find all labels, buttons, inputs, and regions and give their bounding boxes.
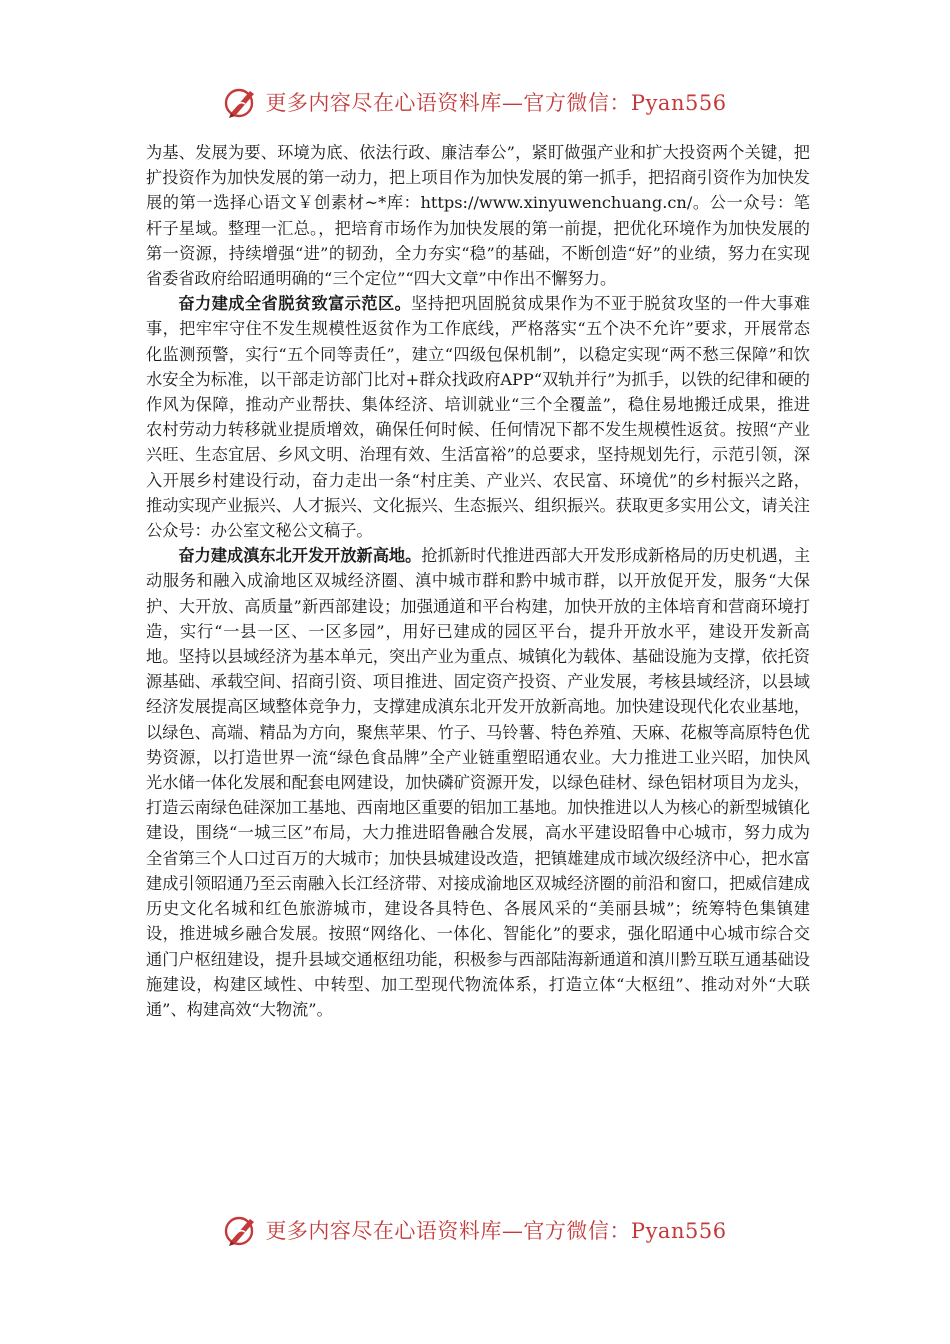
pen-circle-logo-icon bbox=[223, 1213, 259, 1247]
header-banner bbox=[0, 82, 950, 122]
paragraph-3 bbox=[146, 543, 810, 1022]
header-banner-text: 更多内容尽在心语资料库—官方微信：Pyan556 bbox=[265, 91, 727, 115]
paragraph-1 bbox=[146, 140, 810, 291]
paragraph-2 bbox=[146, 291, 810, 543]
pen-circle-logo-icon bbox=[223, 85, 259, 119]
paragraph-2-text: 坚持把巩固脱贫成果作为不亚于脱贫攻坚的一件大事难事，把牢牢守住不发生规模性返贫作为工作底线，严格落实“五个决不允许”要求，开展常态化监测预警，实行“五个同等责任”，建立“四级包保机制”，以稳定实现“两不愁三保障”和饮水安全为标准，以干部走访部门比对+群众找政府APP“双轨并行”为抓手，以铁的纪律和硬的作风为保障，推动产业帮扶、集体经济、培训就业“三个全覆盖”，稳住易地搬迁成果，推进农村劳动力转移就业提质增效，确保任何时候、任何情况下都不发生规模性返贫。按照“产业兴旺、生态宜居、乡风文明、治理有效、生活富裕”的总要求，坚持规划先行，示范引领，深入开展乡村建设行动，奋力走出一条“村庄美、产业兴、农民富、环境优”的乡村振兴之路，推动实现产业振兴、人才振兴、文化振兴、生态振兴、组织振兴。获取更多实用公文，请关注公众号：办公室文秘公文稿子。 bbox=[146, 294, 811, 541]
footer-banner bbox=[0, 1210, 950, 1250]
document-body bbox=[146, 140, 810, 1022]
paragraph-1-text: 为基、发展为要、环境为底、依法行政、廉洁奉公”，紧盯做强产业和扩大投资两个关键，把扩投资作为加快发展的第一动力，把上项目作为加快发展的第一抓手，把招商引资作为加快发展的第一选择心语文￥创素材~*库：https://www.xinyuwenchuang.cn/。公一众号：笔杆子星域。整理一汇总。，把培育市场作为加快发展的第一前提，把优化环境作为加快发展的第一资源，持续增强“进”的韧劲，全力夯实“稳”的基础，不断创造“好”的业绩，努力在实现省委省政府给昭通明确的“三个定位”“四大文章”中作出不懈努力。 bbox=[146, 143, 810, 289]
paragraph-2-lead: 奋力建成全省脱贫致富示范区。 bbox=[178, 294, 412, 314]
paragraph-3-lead: 奋力建成滇东北开发开放新高地。 bbox=[178, 546, 422, 566]
paragraph-3-text: 抢抓新时代推进西部大开发形成新格局的历史机遇，主动服务和融入成渝地区双城经济圈、滇中城市群和黔中城市群，以开放促开发，服务“大保护、大开放、高质量”新西部建设；加强通道和平台构建，加快开放的主体培育和营商环境打造，实行“一县一区、一区多园”，用好已建成的园区平台，提升开放水平，建设开发新高地。坚持以县域经济为基本单元，突出产业为重点、城镇化为载体、基础设施为支撑，依托资源基础、承载空间、招商引资、项目推进、固定资产投资、产业发展，考核县域经济，以县域经济发展提高区域整体竞争力，支撑建成滇东北开发开放新高地。加快建设现代化农业基地，以绿色、高端、精品为方向，聚焦苹果、竹子、马铃薯、特色养殖、天麻、花椒等高原特色优势资源，以打造世界一流“绿色食品牌”全产业链重塑昭通农业。大力推进工业兴昭，加快风光水储一体化发展和配套电网建设，加快磷矿资源开发，以绿色硅材、绿色铝材项目为龙头，打造云南绿色硅深加工基地、西南地区重要的铝加工基地。加快推进以人为核心的新型城镇化建设，围绕“一城三区”布局，大力推进昭鲁融合发展，高水平建设昭鲁中心城市，努力成为全省第三个人口过百万的大城市；加快县城建设改造，把镇雄建成市域次级经济中心，把水富建成引领昭通乃至云南融入长江经济带、对接成渝地区双城经济圈的前沿和窗口，把威信建成历史文化名城和红色旅游城市，建设各具特色、各展风采的“美丽县城”；统筹特色集镇建设，推进城乡融合发展。按照“网络化、一体化、智能化”的要求，强化昭通中心城市综合交通门户枢纽建设，提升县域交通枢纽功能，积极参与西部陆海新通道和滇川黔互联互通基础设施建设，构建区域性、中转型、加工型现代物流体系，打造立体“大枢纽”、推动对外“大联通”、构建高效“大物流”。 bbox=[146, 546, 811, 1019]
footer-banner-text: 更多内容尽在心语资料库—官方微信：Pyan556 bbox=[265, 1219, 727, 1243]
